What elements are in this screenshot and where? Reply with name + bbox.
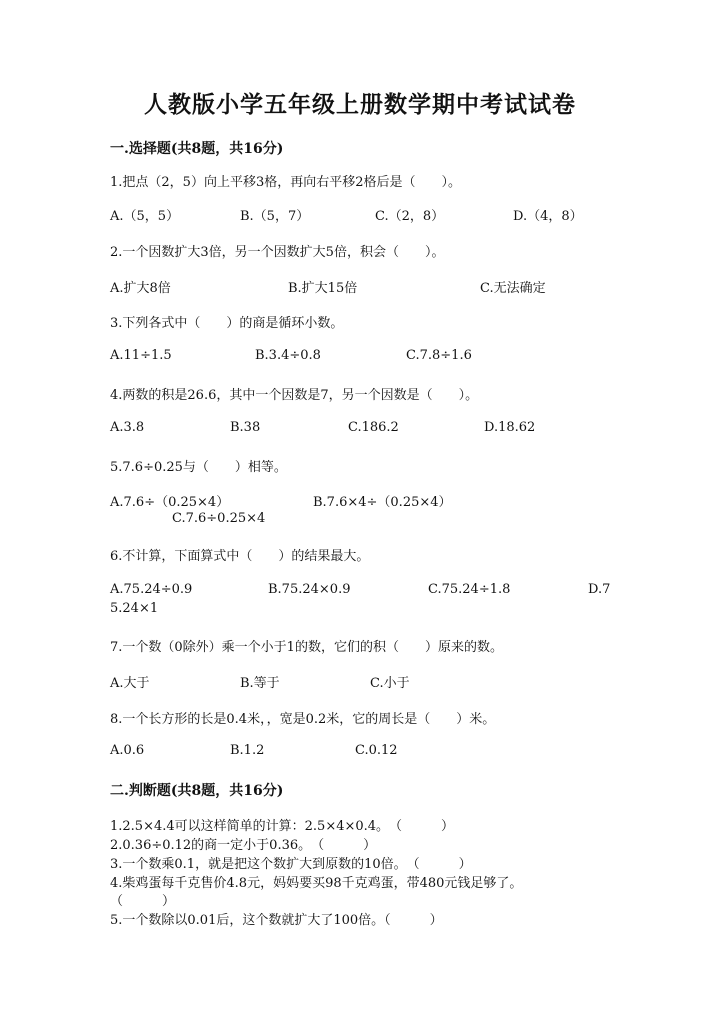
question-2-options	[110, 277, 610, 297]
page-title: 人教版小学五年级上册数学期中考试试卷	[144, 91, 576, 118]
option-a: A.0.6	[110, 743, 145, 758]
question-6-options-line-2	[110, 601, 610, 621]
option-b: B.（5，7）	[240, 209, 310, 224]
option-c: C.0.12	[355, 743, 398, 758]
judgment-item-5: 5.一个数除以0.01后，这个数就扩大了100倍。（ ）	[110, 913, 443, 928]
option-b: B.3.4÷0.8	[255, 348, 321, 363]
option-c: C.186.2	[348, 420, 399, 435]
judgment-item-3: 3.一个数乘0.1，就是把这个数扩大到原数的10倍。 （ ）	[110, 857, 472, 872]
option-c: C.7.6÷0.25×4	[172, 511, 266, 526]
option-c: C.75.24÷1.8	[428, 582, 511, 597]
question-3: 3.下列各式中（ ）的商是循环小数。	[110, 316, 344, 331]
judgment-item-4: 4.柴鸡蛋每千克售价4.8元，妈妈要买98千克鸡蛋，带480元钱足够了。	[110, 876, 523, 891]
question-6-options	[110, 582, 610, 602]
section-heading-true-false: 二.判断题(共8题，共16分)	[110, 783, 284, 799]
option-a: A.7.6÷（0.25×4）	[110, 495, 230, 510]
option-c: C.无法确定	[480, 281, 546, 296]
option-a: A.大于	[110, 676, 150, 691]
question-5: 5.7.6÷0.25与（ ）相等。	[110, 460, 287, 475]
question-6: 6.不计算，下面算式中（ ）的结果最大。	[110, 549, 370, 564]
question-4: 4.两数的积是26.6，其中一个因数是7，另一个因数是（ ）。	[110, 388, 479, 403]
option-b: B.等于	[240, 676, 280, 691]
question-8: 8.一个长方形的长是0.4米，，宽是0.2米，它的周长是（ ）米。	[110, 712, 496, 727]
option-a: A.11÷1.5	[110, 348, 172, 363]
question-5-options	[110, 491, 610, 511]
judgment-item-2: 2.0.36÷0.12的商一定小于0.36。 （ ）	[110, 838, 377, 853]
question-7: 7.一个数（0除外）乘一个小于1的数，它们的积（ ）原来的数。	[110, 640, 503, 655]
question-1-options	[110, 205, 610, 225]
option-c: C.（2，8）	[375, 209, 445, 224]
question-4-options	[110, 420, 610, 440]
option-b: B.扩大15倍	[288, 281, 358, 296]
option-b: B.1.2	[230, 743, 265, 758]
judgment-item-1: 1.2.5×4.4可以这样简单的计算：2.5×4×0.4。 （ ）	[110, 819, 455, 834]
judgment-item-4-answer: （ ）	[110, 894, 176, 909]
option-d: D.18.62	[484, 420, 536, 435]
option-d: D.（4，8）	[513, 209, 583, 224]
option-a: A.（5，5）	[110, 209, 180, 224]
option-a: A.75.24÷0.9	[110, 582, 193, 597]
option-c: C.7.8÷1.6	[406, 348, 472, 363]
question-5-options-line-2	[110, 511, 610, 531]
option-c: C.小于	[370, 676, 410, 691]
option-b: B.38	[230, 420, 261, 435]
question-7-options	[110, 672, 610, 692]
question-2: 2.一个因数扩大3倍，另一个因数扩大5倍，积会（ ）。	[110, 245, 445, 260]
section-heading-multiple-choice: 一.选择题(共8题，共16分)	[110, 141, 284, 157]
question-3-options	[110, 348, 610, 368]
option-b: B.75.24×0.9	[268, 582, 351, 597]
option-d-continued: 5.24×1	[110, 601, 159, 616]
option-d: D.7	[588, 582, 611, 597]
question-1: 1.把点（2，5）向上平移3格，再向右平移2格后是（ ）。	[110, 175, 461, 190]
option-b: B.7.6×4÷（0.25×4）	[313, 495, 452, 510]
option-a: A.3.8	[110, 420, 145, 435]
question-8-options	[110, 743, 610, 763]
option-a: A.扩大8倍	[110, 281, 171, 296]
